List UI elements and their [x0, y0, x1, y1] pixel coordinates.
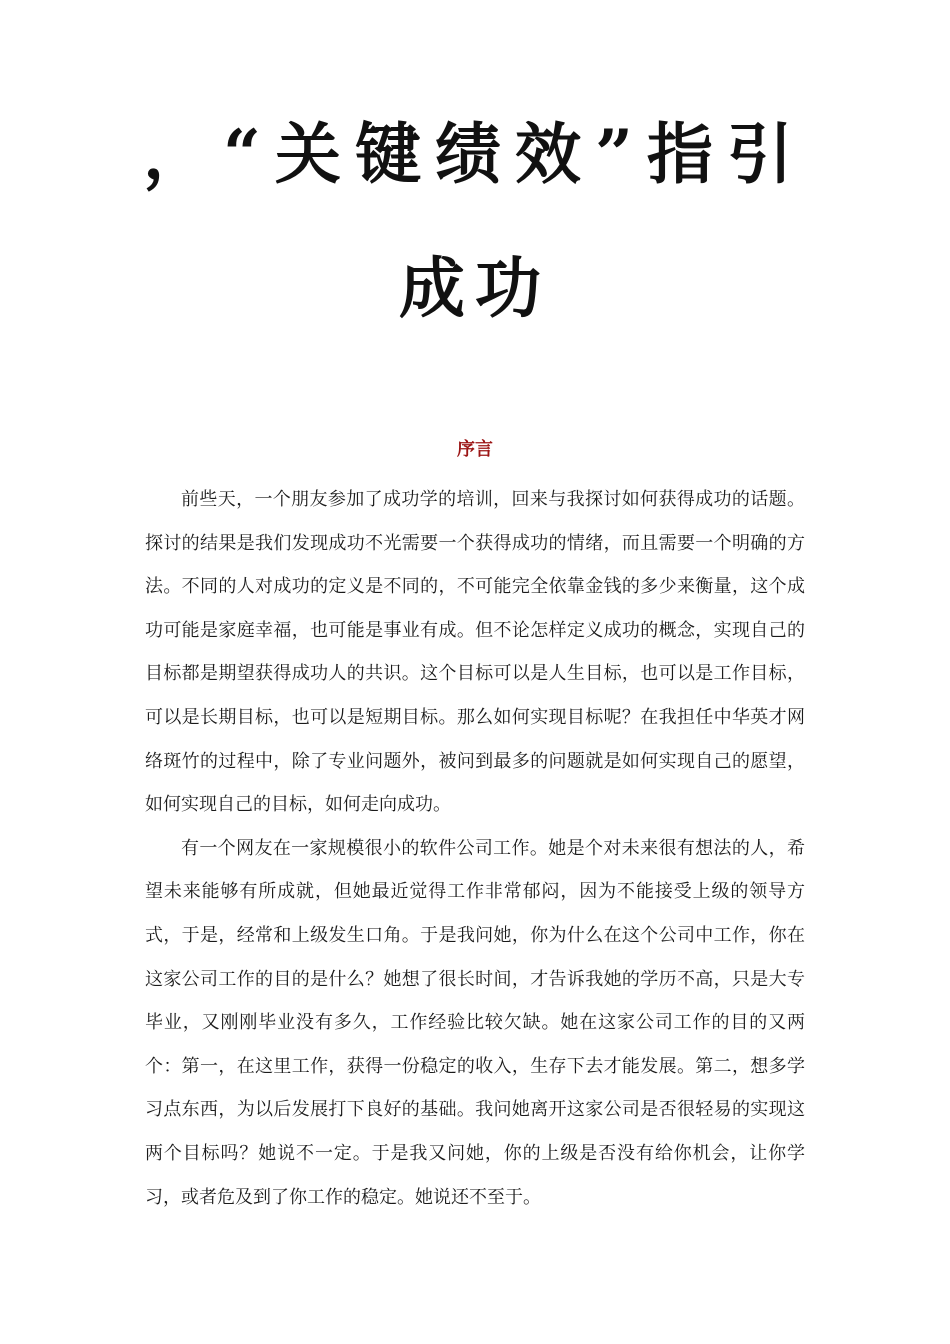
body-paragraph-1: 前些天，一个朋友参加了成功学的培训，回来与我探讨如何获得成功的话题。探讨的结果是我们发现成功不光需要一个获得成功的情绪，而且需要一个明确的方法。不同的人对成功的定义是不同的，不可能完全依靠金钱的多少来衡量，这个成功可能是家庭幸福，也可能是事业有成。但不论怎样定义成功的概念，实现自己的目标都是期望获得成功人的共识。这个目标可以是人生目标，也可以是工作目标，可以是长期目标，也可以是短期目标。那么如何实现目标呢？在我担任中华英才网络斑竹的过程中，除了专业问题外，被问到最多的问题就是如何实现自己的愿望，如何实现自己的目标，如何走向成功。 [145, 489, 805, 816]
body-paragraph-2: 有一个网友在一家规模很小的软件公司工作。她是个对未来很有想法的人，希望未来能够有所成就，但她最近觉得工作非常郁闷，因为不能接受上级的领导方式，于是，经常和上级发生口角。于是我问她，你为什么在这个公司中工作，你在这家公司工作的目的是什么？她想了很长时间，才告诉我她的学历不高，只是大专毕业，又刚刚毕业没有多久，工作经验比较欠缺。她在这家公司工作的目的又两个：第一，在这里工作，获得一份稳定的收入，生存下去才能发展。第二，想多学习点东西，为以后发展打下良好的基础。我问她离开这家公司是否很轻易的实现这两个目标吗？她说不一定。于是我又问她，你的上级是否没有给你机会，让你学习，或者危及到了你工作的稳定。她说还不至于。 [145, 837, 805, 1208]
document-title-line-1: ，“关键绩效”指引 [143, 115, 807, 193]
section-heading: 序言 [457, 439, 493, 460]
document-title-line-2: 成功 [399, 249, 551, 327]
document-body [145, 478, 805, 1219]
